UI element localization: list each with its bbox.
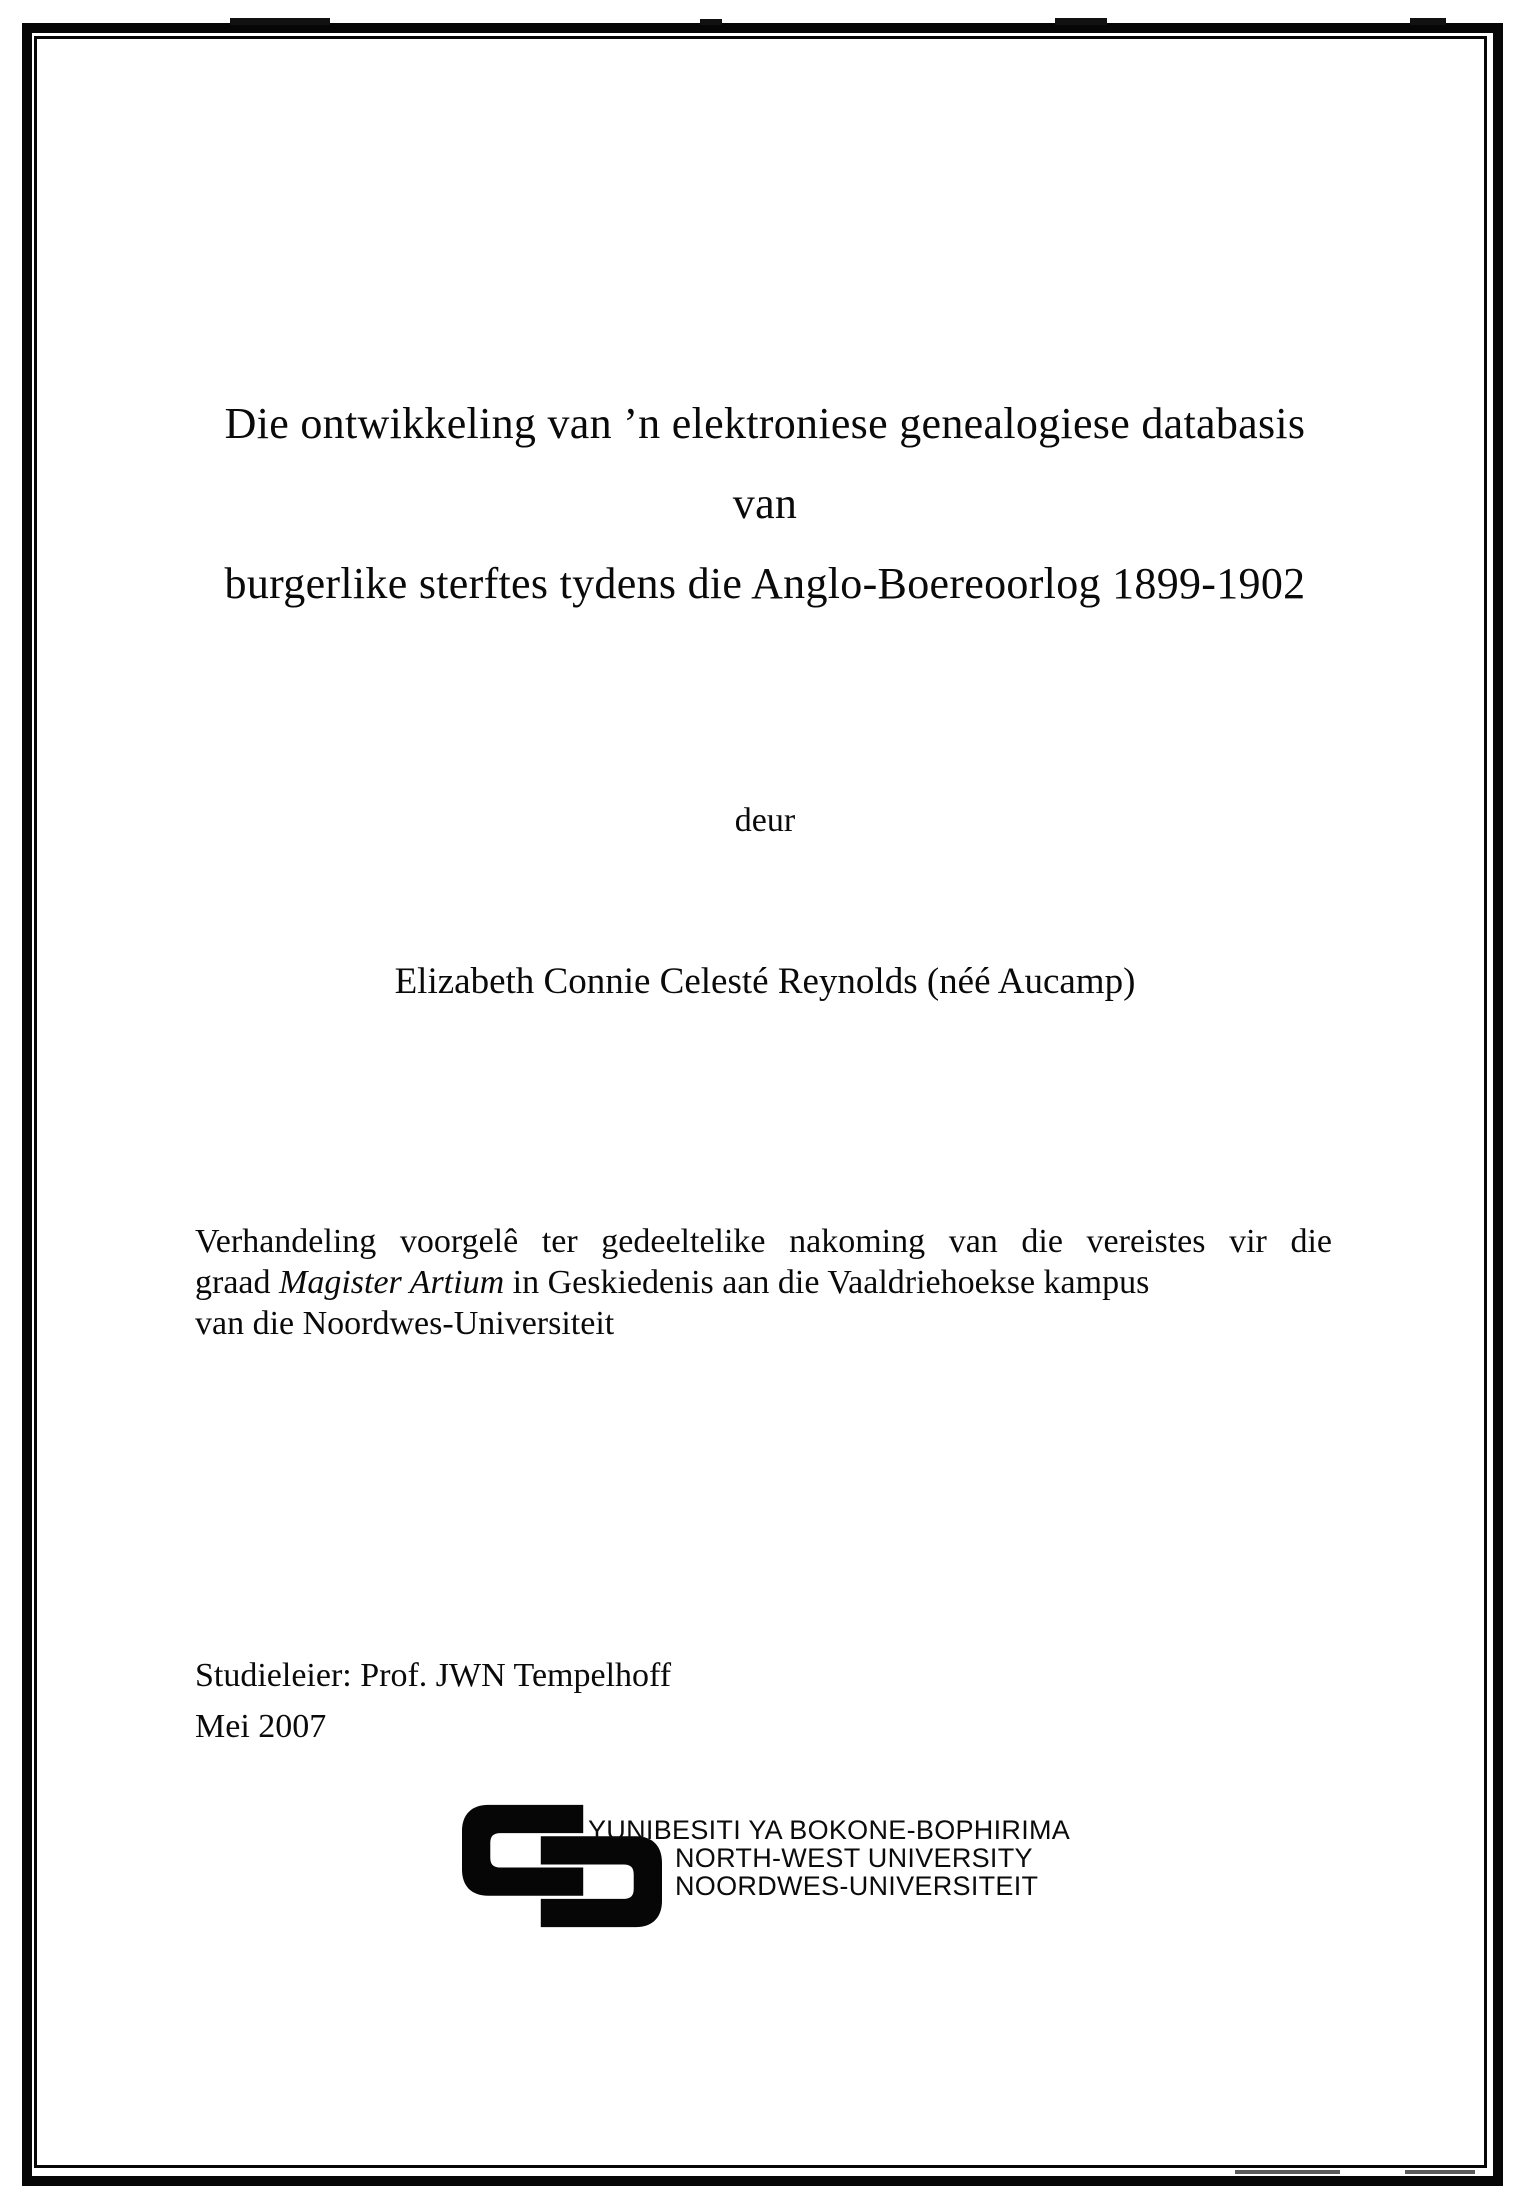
scan-artifact	[1410, 18, 1446, 25]
degree-statement	[195, 1221, 1332, 1344]
degree-name-italic: Magister Artium	[279, 1264, 505, 1301]
university-logo-text	[588, 1816, 1070, 1900]
author-name: Elizabeth Connie Celesté Reynolds (néé Aucamp)	[394, 961, 1136, 1002]
statement-line-2-post: in Geskiedenis aan die Vaaldriehoekse kampus	[504, 1264, 1150, 1301]
scan-artifact	[700, 19, 722, 25]
scan-artifact	[1055, 18, 1107, 25]
thesis-title	[195, 384, 1335, 624]
scan-artifact	[1235, 2170, 1340, 2174]
scan-artifact	[1405, 2170, 1475, 2174]
statement-line-2-pre: graad	[195, 1264, 280, 1301]
supervisor-line: Studieleier: Prof. JWN Tempelhoff	[195, 1657, 672, 1694]
logo-text-afrikaans: NOORDWES-UNIVERSITEIT	[675, 1871, 1039, 1901]
statement-line-2	[195, 1262, 1332, 1303]
statement-line-3: van die Noordwes-Universiteit	[195, 1305, 615, 1342]
title-line-1: Die ontwikkeling van ’n elektroniese genealogiese databasis van	[224, 399, 1306, 528]
statement-line-1: Verhandeling voorgelê ter gedeeltelike nakoming van die vereistes vir die	[195, 1223, 1332, 1260]
title-line-2: burgerlike sterftes tydens die Anglo-Boereoorlog 1899-1902	[224, 559, 1306, 608]
logo-text-english: NORTH-WEST UNIVERSITY	[675, 1843, 1033, 1873]
scan-artifact	[230, 18, 330, 25]
date-line: Mei 2007	[195, 1708, 327, 1745]
byline-deur: deur	[734, 802, 796, 839]
logo-text-setswana: YUNIBESITI YA BOKONE-BOPHIRIMA	[588, 1815, 1071, 1845]
supervisor-block	[195, 1650, 671, 1752]
